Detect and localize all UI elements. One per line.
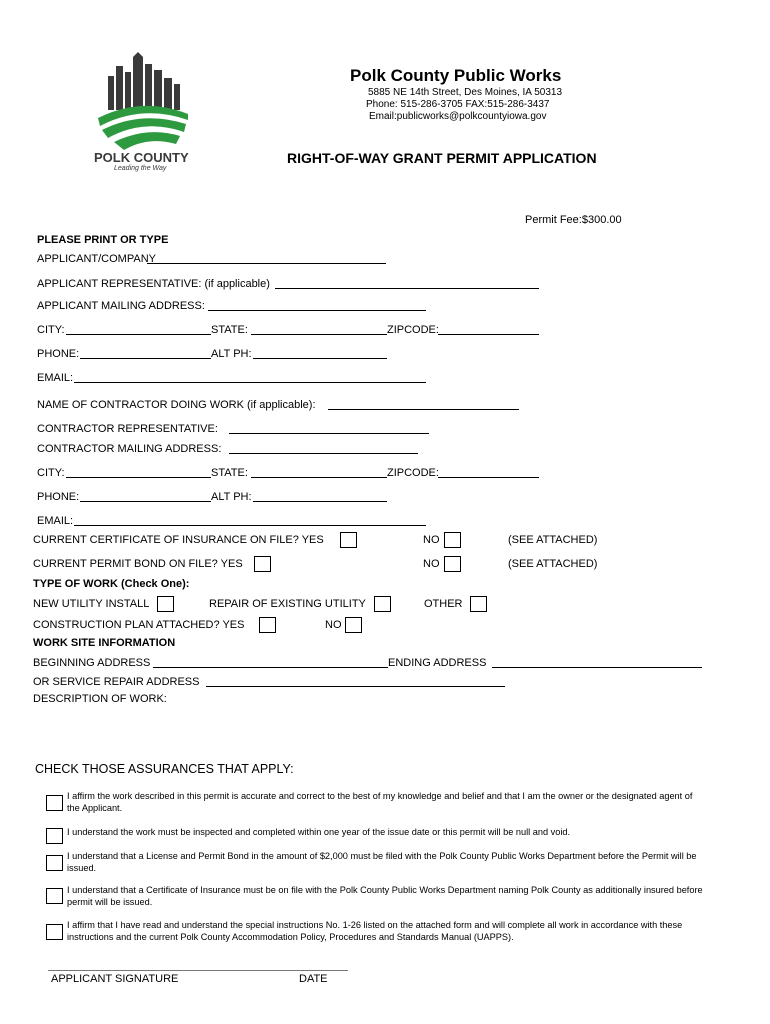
- applicant-state-label: STATE:: [211, 324, 248, 336]
- applicant-mailing-field[interactable]: [208, 310, 426, 311]
- applicant-email-field[interactable]: [74, 382, 426, 383]
- polk-county-logo: [92, 52, 194, 178]
- signature-line[interactable]: [48, 970, 348, 971]
- site-heading: WORK SITE INFORMATION: [33, 637, 176, 649]
- repair-checkbox[interactable]: [374, 596, 391, 612]
- assurance-text-2: I understand the work must be inspected and completed within one year of the issue date or this permit will be null and void.: [67, 827, 571, 837]
- applicant-city-label: CITY:: [37, 324, 65, 336]
- skyline-logo-icon: [92, 52, 194, 152]
- assurance-checkbox-5[interactable]: [46, 924, 63, 940]
- assurance-checkbox-3[interactable]: [46, 855, 63, 871]
- assurance-checkbox-2[interactable]: [46, 828, 63, 844]
- other-checkbox[interactable]: [470, 596, 487, 612]
- applicant-signature-label: APPLICANT SIGNATURE: [51, 973, 179, 985]
- contractor-rep-field[interactable]: [229, 433, 429, 434]
- org-name: Polk County Public Works: [350, 66, 562, 85]
- applicant-company-field[interactable]: [147, 263, 386, 264]
- beginning-address-label: BEGINNING ADDRESS: [33, 657, 151, 669]
- bond-label: CURRENT PERMIT BOND ON FILE? YES: [33, 558, 243, 570]
- contractor-altph-field[interactable]: [253, 501, 387, 502]
- assurance-text-1: I affirm the work described in this permit is accurate and correct to the best of my knowledge and belief and that I am the owner or the designated agent of the Applicant.: [67, 791, 693, 813]
- bond-see-attached: (SEE ATTACHED): [508, 558, 598, 570]
- insurance-cert-yes-checkbox[interactable]: [340, 532, 357, 548]
- service-repair-field[interactable]: [206, 686, 505, 687]
- contractor-mailing-field[interactable]: [229, 453, 418, 454]
- bond-no-checkbox[interactable]: [444, 556, 461, 572]
- ending-address-label: ENDING ADDRESS: [388, 657, 487, 669]
- contractor-city-label: CITY:: [37, 467, 65, 479]
- permit-fee: Permit Fee:$300.00: [525, 214, 622, 226]
- bond-no-label: NO: [423, 558, 440, 570]
- applicant-zip-field[interactable]: [438, 334, 539, 335]
- contractor-mailing-label: CONTRACTOR MAILING ADDRESS:: [37, 443, 222, 455]
- applicant-mailing-label: APPLICANT MAILING ADDRESS:: [37, 300, 205, 312]
- ending-address-field[interactable]: [492, 667, 702, 668]
- applicant-city-field[interactable]: [66, 334, 211, 335]
- contractor-name-field[interactable]: [328, 409, 519, 410]
- contractor-rep-label: CONTRACTOR REPRESENTATIVE:: [37, 423, 218, 435]
- date-label: DATE: [299, 973, 328, 985]
- page-title: RIGHT-OF-WAY GRANT PERMIT APPLICATION: [287, 150, 597, 166]
- repair-label: REPAIR OF EXISTING UTILITY: [209, 598, 366, 610]
- applicant-altph-field[interactable]: [253, 358, 387, 359]
- print-heading: PLEASE PRINT OR TYPE: [37, 234, 169, 246]
- bond-yes-checkbox[interactable]: [254, 556, 271, 572]
- contractor-altph-label: ALT PH:: [211, 491, 252, 503]
- applicant-rep-field[interactable]: [275, 288, 539, 289]
- insurance-cert-see-attached: (SEE ATTACHED): [508, 534, 598, 546]
- assurance-text-3: I understand that a License and Permit Bond in the amount of $2,000 must be filed with the Polk County Public Works Department before the Permit will be issued.: [67, 851, 697, 873]
- contractor-email-label: EMAIL:: [37, 515, 74, 527]
- work-type-heading: TYPE OF WORK (Check One):: [33, 578, 190, 590]
- logo-text: POLK COUNTY: [94, 150, 189, 165]
- description-field[interactable]: [33, 708, 703, 758]
- contractor-zip-field[interactable]: [438, 477, 539, 478]
- contractor-city-field[interactable]: [66, 477, 211, 478]
- applicant-company-label: APPLICANT/COMPANY: [37, 253, 156, 265]
- assurance-text-4: I understand that a Certificate of Insurance must be on file with the Polk County Public Works Department naming Polk County as additionally insured before permit will be issued.: [67, 885, 703, 907]
- contractor-state-label: STATE:: [211, 467, 248, 479]
- applicant-altph-label: ALT PH:: [211, 348, 252, 360]
- plan-no-label: NO: [325, 619, 342, 631]
- applicant-state-field[interactable]: [251, 334, 387, 335]
- plan-yes-checkbox[interactable]: [259, 617, 276, 633]
- beginning-address-field[interactable]: [153, 667, 388, 668]
- service-repair-label: OR SERVICE REPAIR ADDRESS: [33, 676, 200, 688]
- insurance-cert-no-checkbox[interactable]: [444, 532, 461, 548]
- applicant-zip-label: ZIPCODE:: [387, 324, 439, 336]
- contractor-email-field[interactable]: [74, 525, 426, 526]
- applicant-email-label: EMAIL:: [37, 372, 74, 384]
- plan-no-checkbox[interactable]: [345, 617, 362, 633]
- insurance-cert-no-label: NO: [423, 534, 440, 546]
- org-address: 5885 NE 14th Street, Des Moines, IA 50313: [368, 87, 563, 98]
- org-email: Email:publicworks@polkcountyiowa.gov: [369, 111, 547, 122]
- logo-tagline: Leading the Way: [114, 165, 167, 172]
- assurance-text-5: I affirm that I have read and understand the special instructions No. 1-26 listed on the attached form and will complete all work in accordance with these instructions and the current Polk County Accommodation Policy, Procedures and Standards Manual (UAPPS).: [67, 920, 683, 942]
- applicant-phone-field[interactable]: [80, 358, 211, 359]
- insurance-cert-label: CURRENT CERTIFICATE OF INSURANCE ON FILE? YES: [33, 534, 324, 546]
- applicant-phone-label: PHONE:: [37, 348, 80, 360]
- description-label: DESCRIPTION OF WORK:: [33, 693, 167, 705]
- new-utility-label: NEW UTILITY INSTALL: [33, 598, 150, 610]
- org-phone: Phone: 515-286-3705 FAX:515-286-3437: [366, 99, 550, 110]
- contractor-state-field[interactable]: [251, 477, 387, 478]
- assurance-checkbox-1[interactable]: [46, 795, 63, 811]
- assurances-heading: CHECK THOSE ASSURANCES THAT APPLY:: [35, 762, 294, 776]
- new-utility-checkbox[interactable]: [157, 596, 174, 612]
- contractor-zip-label: ZIPCODE:: [387, 467, 439, 479]
- contractor-phone-label: PHONE:: [37, 491, 80, 503]
- contractor-phone-field[interactable]: [80, 501, 211, 502]
- other-label: OTHER: [424, 598, 463, 610]
- assurance-checkbox-4[interactable]: [46, 888, 63, 904]
- applicant-rep-label: APPLICANT REPRESENTATIVE: (if applicable): [37, 278, 270, 290]
- contractor-name-label: NAME OF CONTRACTOR DOING WORK (if applicable):: [37, 399, 316, 411]
- plan-label: CONSTRUCTION PLAN ATTACHED? YES: [33, 619, 245, 631]
